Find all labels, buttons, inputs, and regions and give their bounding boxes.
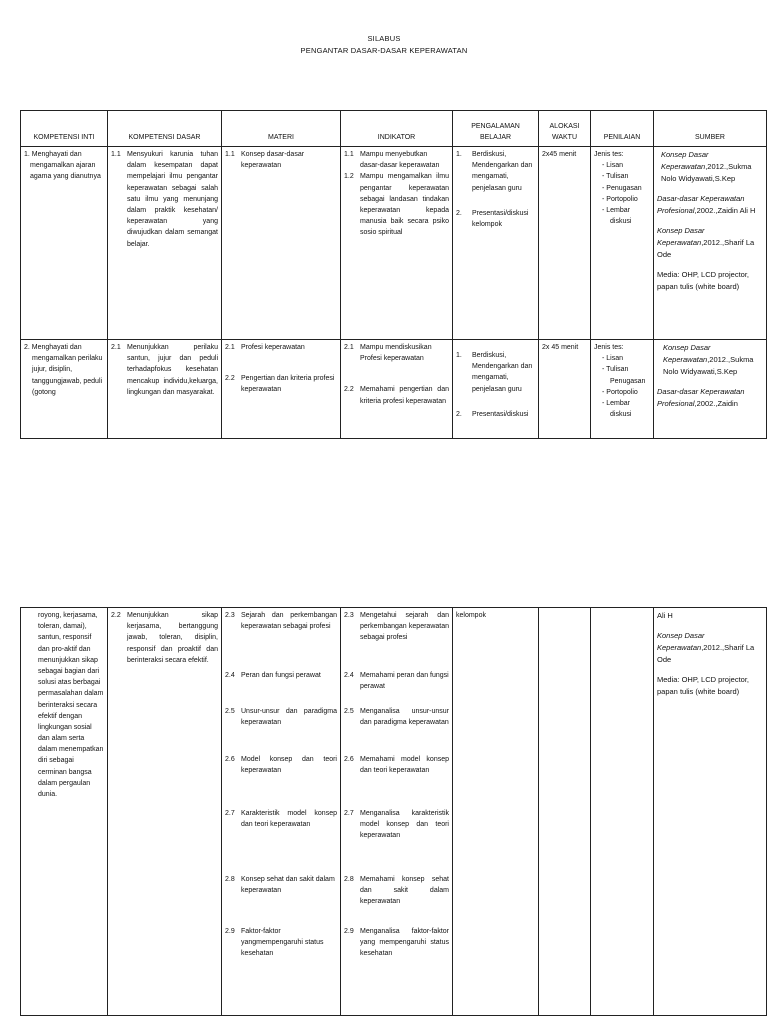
media-text: Media: OHP, LCD projector, papan tulis (white board) (657, 270, 749, 291)
column-header: INDIKATOR (341, 111, 453, 147)
cell-penilaian (591, 147, 654, 340)
indikator-item (344, 874, 449, 926)
penilaian-item: - Penugasan (602, 184, 642, 192)
cell-pengalaman-belajar (453, 340, 539, 439)
pb-text: Berdiskusi, Mendengarkan dan mengamati, penjelasan guru (472, 151, 533, 192)
cell-penilaian (591, 608, 654, 1016)
sumber-entry (657, 342, 763, 378)
penilaian-item: - Lembar (602, 399, 631, 407)
pb-item (456, 149, 535, 194)
materi-number: 2.8 (225, 876, 235, 883)
materi-text: Model konsep dan teori keperawatan (241, 756, 337, 775)
indikator-number: 2.3 (344, 612, 354, 619)
kd-text: Menunjukkan perilaku santun, jujur dan peduli terhadapfokus kesehatan mencakup individu,keluarga, lingkungan dan masyarakat. (127, 344, 218, 396)
cell-materi (222, 147, 341, 340)
pb-text: kelompok (456, 612, 486, 619)
materi-text: Pengertian dan kriteria profesi keperawatan (241, 375, 335, 394)
cell-kompetensi-inti (21, 608, 108, 1016)
indikator-number: 2.4 (344, 672, 354, 679)
kd-item (111, 610, 218, 666)
sumber-title: Konsep Dasar Keperawatan (657, 226, 705, 247)
indikator-text: Mampu mengamalkan ilmu pengantar keperawatan sebagai landasan tindakan keperawatan kepada manusia baik secara psiko sosio spiritual (360, 173, 449, 237)
sumber-entry (657, 193, 763, 217)
sumber-title: Konsep Dasar Keperawatan (663, 343, 711, 364)
cell-indikator (341, 608, 453, 1016)
materi-number: 2.4 (225, 672, 235, 679)
kd-number: 2.2 (111, 612, 121, 619)
indikator-number: 2.7 (344, 810, 354, 817)
cell-alokasi: 2x 45 menit (539, 340, 591, 439)
cell-kompetensi-dasar (108, 147, 222, 340)
kd-item (111, 149, 218, 250)
cell-alokasi: 2x45 menit (539, 147, 591, 340)
penilaian-item: - Portopolio (602, 195, 638, 203)
materi-number: 2.6 (225, 756, 235, 763)
sumber-title: Dasar-dasar Keperawatan Profesional (657, 194, 745, 215)
column-header: PENGALAMAN BELAJAR (453, 111, 539, 147)
kd-text: Mensyukuri karunia tuhan dalam kesempatan dapat mempelajari ilmu pengantar keperawatan sebagai salah satu ilmu yang menunjang dalam praktik kesehatan/ keperawatan yang diwujudkan dalam semangat belajar. (127, 151, 218, 248)
ki-text: 1. Menghayati dan mengamalkan ajaran agama yang dianutnya (24, 151, 101, 181)
indikator-text: Memahami konsep sehat dan sakit dalam keperawatan (360, 876, 449, 906)
indikator-text: Mengetahui sejarah dan perkembangan keperawatan sebagai profesi (360, 612, 449, 642)
ki-text: 2. Menghayati dan mengamalkan perilaku jujur, disiplin, tanggungjawab, peduli (gotong (24, 344, 103, 396)
cell-materi (222, 340, 341, 439)
cell-materi (222, 608, 341, 1016)
sumber-title: Dasar-dasar Keperawatan Profesional (657, 387, 745, 408)
column-header: ALOKASI WAKTU (539, 111, 591, 147)
cell-pengalaman-belajar (453, 608, 539, 1016)
materi-item (225, 754, 337, 808)
penilaian-item: - Lisan (602, 162, 624, 170)
materi-item (225, 706, 337, 754)
pb-text: Presentasi/diskusi (472, 410, 529, 418)
materi-number: 2.3 (225, 612, 235, 619)
table-row (21, 608, 767, 1016)
media-text: Media: OHP, LCD projector, papan tulis (white board) (657, 675, 749, 696)
sumber-entry (657, 225, 763, 261)
sumber-detail: ,2002.,Zaidin Ali H (694, 206, 756, 215)
materi-item (225, 874, 337, 926)
sumber-title: Konsep Dasar Keperawatan (661, 150, 709, 171)
column-header: KOMPETENSI INTI (21, 111, 108, 147)
materi-text: Profesi keperawatan (241, 344, 305, 351)
indikator-item (344, 171, 449, 238)
indikator-item (344, 149, 449, 171)
column-header: SUMBER (654, 111, 767, 147)
column-header: KOMPETENSI DASAR (108, 111, 222, 147)
sumber-detail: ,2002.,Zaidin (694, 399, 738, 408)
materi-item (225, 610, 337, 670)
sumber-entry (657, 630, 763, 666)
syllabus-table-page2 (20, 607, 767, 1016)
sumber-title: Konsep Dasar Keperawatan (657, 631, 705, 652)
table-header-row (21, 111, 767, 147)
indikator-number: 1.2 (344, 173, 354, 181)
cell-indikator (341, 147, 453, 340)
table-row (21, 340, 767, 439)
pb-number: 2. (456, 410, 462, 418)
kd-text: Menunjukkan sikap kerjasama, bertanggung jawab, toleran, disiplin, responsif dan proaktif dan berinteraksi secara efektif. (127, 612, 218, 664)
pb-item (456, 208, 535, 230)
materi-number: 2.7 (225, 810, 235, 817)
pb-number: 2. (456, 209, 462, 217)
indikator-text: Memahami pengertian dan kriteria profesi keperawatan (360, 386, 449, 405)
penilaian-title: Jenis tes: (594, 151, 624, 158)
materi-item (225, 670, 337, 706)
materi-text: Karakteristik model konsep dan teori keperawatan (241, 810, 337, 829)
materi-number: 2.5 (225, 708, 235, 715)
cell-penilaian (591, 340, 654, 439)
penilaian-item: - Tulisan (602, 366, 629, 374)
kd-item (111, 342, 218, 398)
document-subtitle: PENGANTAR DASAR-DASAR KEPERAWATAN (300, 46, 468, 55)
indikator-text: Memahami model konsep dan teori keperawatan (360, 756, 449, 775)
cell-sumber (654, 608, 767, 1016)
column-header: PENILAIAN (591, 111, 654, 147)
materi-item (225, 808, 337, 874)
penilaian-item: diskusi (610, 411, 632, 419)
indikator-number: 2.1 (344, 344, 354, 351)
sumber-entry (657, 149, 763, 185)
indikator-item (344, 384, 449, 406)
column-header: MATERI (222, 111, 341, 147)
sumber-detail: ,2012.,Sukma Nolo Widyawati,S.Kep (663, 355, 754, 376)
sumber-detail: ,2012.,Sharif La Ode (657, 238, 755, 259)
cell-kompetensi-inti (21, 340, 108, 439)
penilaian-item: - Tulisan (602, 173, 629, 181)
sumber-detail: ,2012.,Sukma Nolo Widyawati,S.Kep (661, 162, 752, 183)
materi-item (225, 342, 337, 353)
materi-number: 2.2 (225, 375, 235, 383)
indikator-number: 2.5 (344, 708, 354, 715)
indikator-number: 2.8 (344, 876, 354, 883)
indikator-text: Menganalisa karakteristik model konsep dan teori keperawatan (360, 810, 449, 840)
indikator-text: Mampu menyebutkan dasar-dasar keperawatan (360, 151, 440, 170)
indikator-text: Menganalisa faktor-faktor yang mempengaruhi status kesehatan (360, 928, 449, 958)
sumber-entry (657, 386, 763, 410)
penilaian-item: diskusi (610, 218, 632, 226)
indikator-item (344, 808, 449, 874)
indikator-number: 2.2 (344, 386, 354, 394)
cell-kompetensi-inti (21, 147, 108, 340)
penilaian-item: - Portopolio (602, 388, 638, 396)
kd-number: 2.1 (111, 344, 121, 351)
pb-text: Berdiskusi, Mendengarkan dan mengamati, penjelasan guru (472, 352, 533, 393)
syllabus-table-page1 (20, 110, 767, 439)
materi-number: 2.9 (225, 928, 235, 935)
pb-item (456, 409, 535, 420)
pb-item (456, 350, 535, 395)
materi-item (225, 926, 337, 960)
materi-number: 1.1 (225, 151, 235, 158)
table-row (21, 147, 767, 340)
cell-pengalaman-belajar (453, 147, 539, 340)
indikator-text: Mampu mendiskusikan Profesi keperawatan (360, 344, 432, 363)
cell-kompetensi-dasar (108, 608, 222, 1016)
indikator-item (344, 610, 449, 670)
cell-sumber (654, 147, 767, 340)
indikator-number: 1.1 (344, 151, 354, 158)
indikator-item (344, 754, 449, 808)
indikator-number: 2.9 (344, 928, 354, 935)
indikator-item (344, 706, 449, 754)
indikator-item (344, 670, 449, 706)
cell-sumber (654, 340, 767, 439)
cell-indikator (341, 340, 453, 439)
materi-text: Faktor-faktor yangmempengaruhi status kesehatan (241, 928, 324, 958)
materi-number: 2.1 (225, 344, 235, 351)
materi-text: Sejarah dan perkembangan keperawatan sebagai profesi (241, 612, 337, 631)
cell-kompetensi-dasar (108, 340, 222, 439)
sumber-detail: Ali H (657, 611, 673, 620)
indikator-number: 2.6 (344, 756, 354, 763)
indikator-item (344, 926, 449, 960)
indikator-text: Menganalisa unsur-unsur dan paradigma keperawatan (360, 708, 449, 727)
penilaian-item: - Lisan (602, 355, 624, 363)
cell-alokasi (539, 608, 591, 1016)
materi-text: Unsur-unsur dan paradigma keperawatan (241, 708, 337, 727)
materi-text: Konsep dasar-dasar keperawatan (241, 151, 305, 170)
sumber-detail: ,2012.,Sharif La Ode (657, 643, 755, 664)
pb-number: 1. (456, 352, 462, 359)
indikator-text: Memahami peran dan fungsi perawat (360, 672, 449, 691)
penilaian-title: Jenis tes: (594, 344, 624, 351)
materi-item (225, 149, 337, 171)
pb-number: 1. (456, 151, 462, 158)
pb-text: Presentasi/diskusi kelompok (472, 209, 529, 228)
document-title: SILABUS (367, 34, 401, 43)
kd-number: 1.1 (111, 151, 121, 158)
ki-text: royong, kerjasama, toleran, damai), santun, responsif dan pro-aktif dan menunjukkan sikap sebagai bagian dari solusi atas berbagai permasalahan dalam berinteraksi secara efektif dengan lingkungan sosial dan alam serta dalam menempatkan diri sebagai cerminan bangsa dalam pergaulan dunia. (38, 612, 104, 798)
materi-text: Konsep sehat dan sakit dalam keperawatan (241, 876, 335, 895)
materi-item (225, 373, 337, 395)
materi-text: Peran dan fungsi perawat (241, 672, 321, 679)
penilaian-item: Penugasan (610, 377, 646, 385)
indikator-item (344, 342, 449, 364)
penilaian-item: - Lembar (602, 206, 631, 214)
